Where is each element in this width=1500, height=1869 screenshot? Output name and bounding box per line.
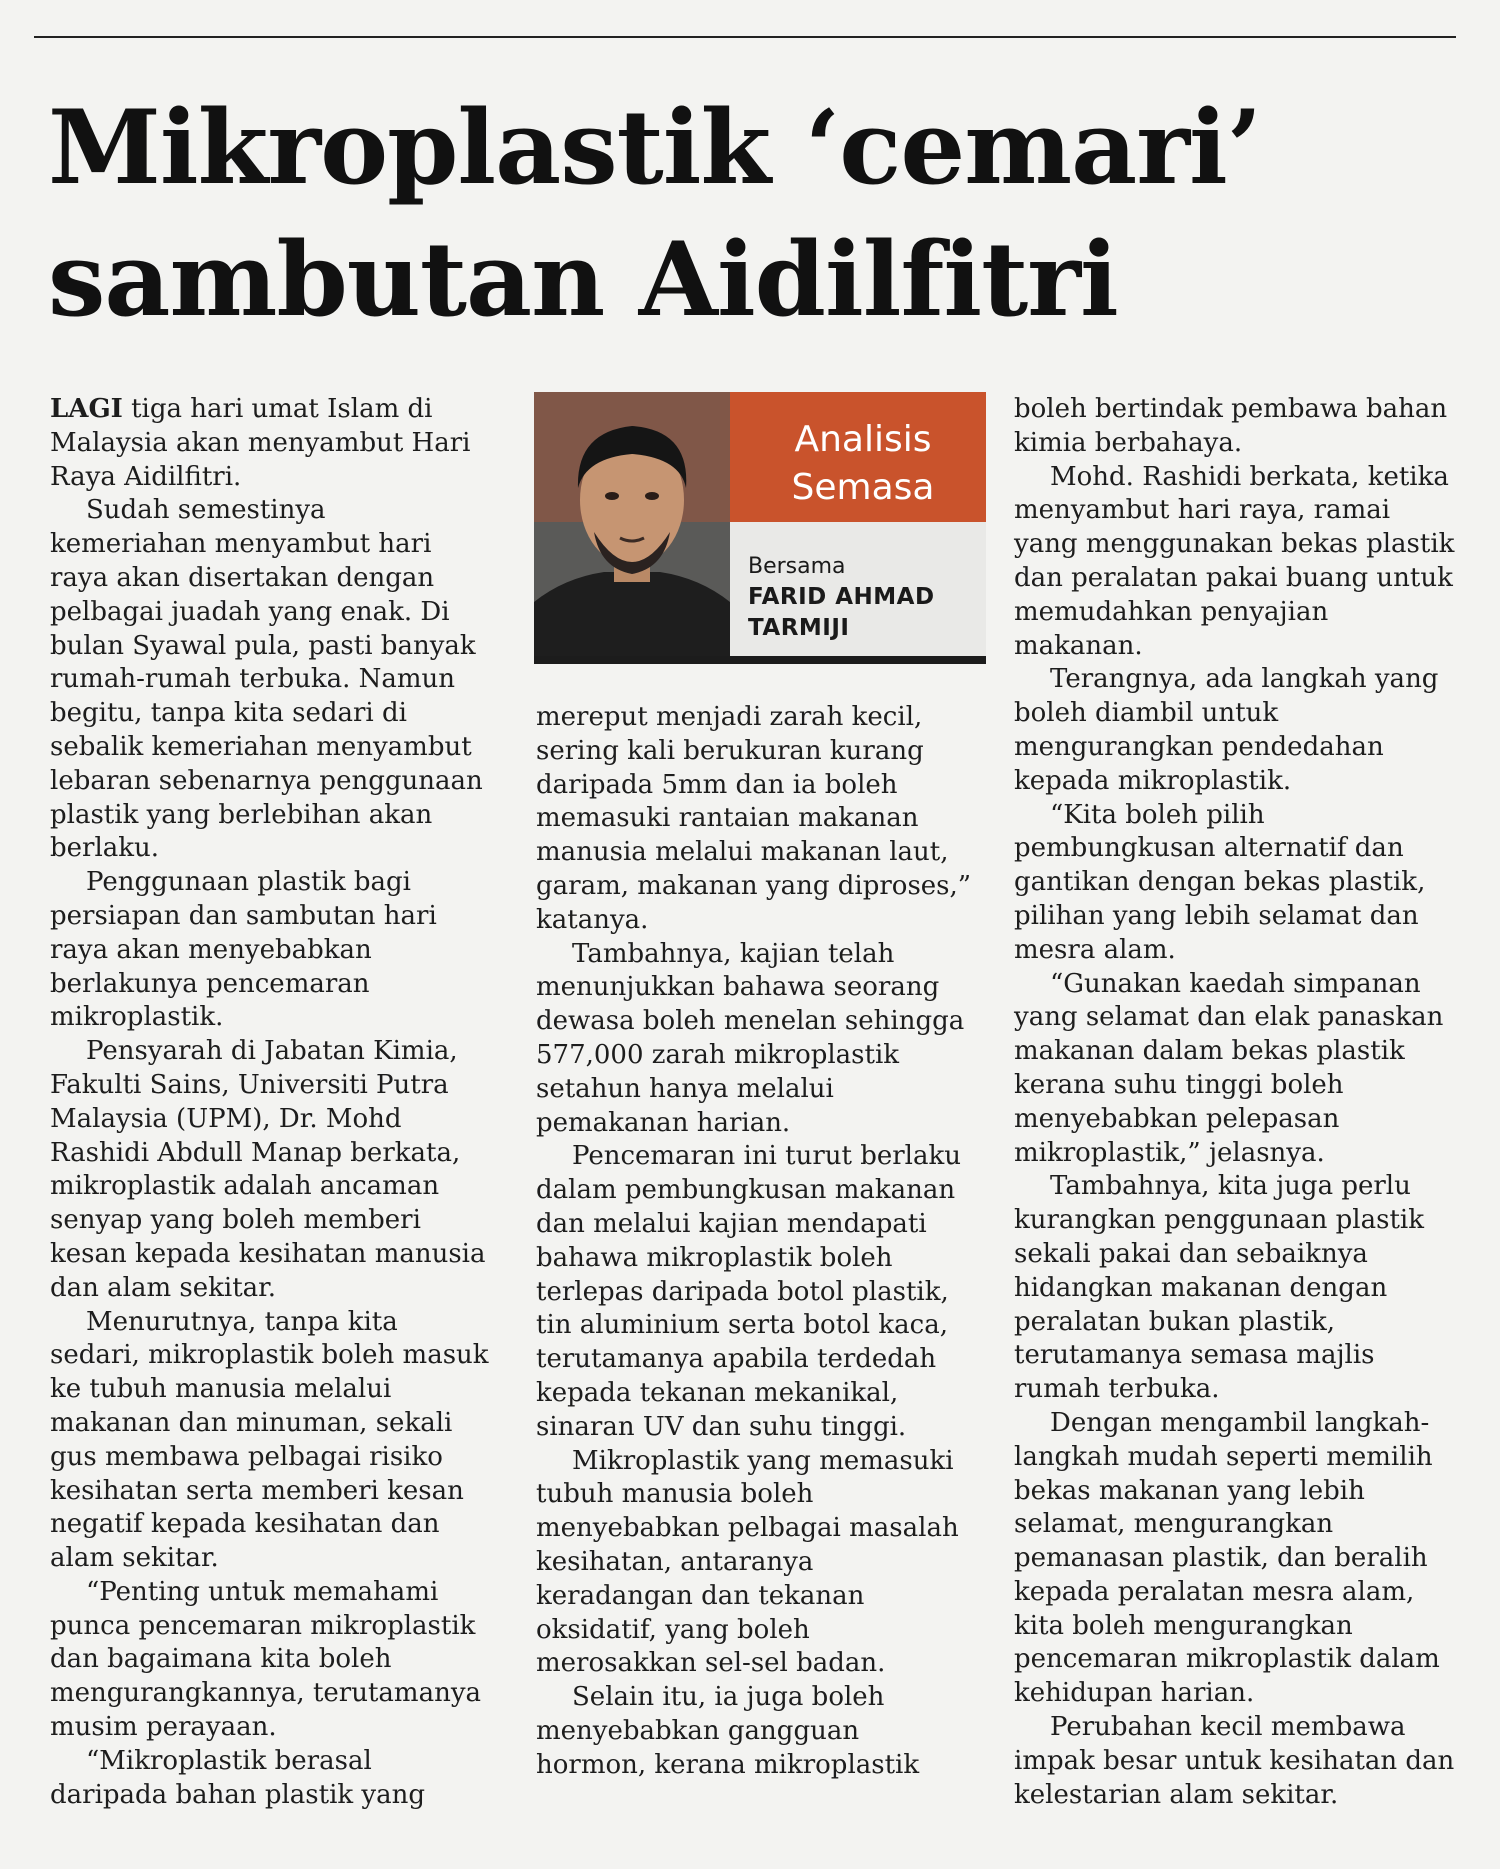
paragraph: “Mikroplastik berasal daripada bahan plastik yang xyxy=(50,1745,426,1810)
byline xyxy=(748,552,984,644)
paragraph: Terangnya, ada langkah yang boleh diambil untuk mengurangkan pendedahan kepada mikroplastik. xyxy=(1014,664,1439,796)
byline-author-line-2: TARMIJI xyxy=(748,615,850,641)
column-title-line-1: Analisis xyxy=(794,419,932,460)
column-title xyxy=(748,416,978,512)
article-column-3 xyxy=(1014,393,1460,1812)
article-column-1 xyxy=(50,393,490,1812)
paragraph: “Kita boleh pilih pembungkusan alternatif dan gantikan dengan bekas plastik, pilihan yang lebih selamat dan mesra alam. xyxy=(1014,799,1426,965)
author-photo xyxy=(534,392,730,656)
paragraph: Dengan mengambil langkah-langkah mudah seperti memilih bekas makanan yang lebih selamat, mengurangkan pemanasan plastik, dan beralih kepada peralatan mesra alam, kita boleh mengurangkan pencemaran mikroplastik dalam kehidupan harian. xyxy=(1014,1407,1440,1709)
lead-word: LAGI xyxy=(50,394,123,424)
paragraph: Penggunaan plastik bagi persiapan dan sambutan hari raya akan menyebabkan berlakunya pencemaran mikroplastik. xyxy=(50,867,437,1033)
paragraph: Perubahan kecil membawa impak besar untuk kesihatan dan kelestarian alam sekitar. xyxy=(1014,1712,1455,1810)
column-title-line-2: Semasa xyxy=(791,467,935,508)
byline-with-label: Bersama xyxy=(748,554,846,579)
top-rule xyxy=(34,36,1456,38)
paragraph: mereput menjadi zarah kecil, sering kali berukuran kurang daripada 5mm dan ia boleh memasuki rantaian makanan manusia melalui makanan laut, garam, makanan yang diproses,” katanya. xyxy=(536,702,972,935)
paragraph: Tambahnya, kajian telah menunjukkan bahawa seorang dewasa boleh menelan sehingga 577,000 zarah mikroplastik setahun hanya melalui pemakanan harian. xyxy=(536,938,965,1138)
headline xyxy=(48,82,1468,346)
column-header-bottom-bar xyxy=(534,656,986,664)
paragraph: boleh bertindak pembawa bahan kimia berbahaya. xyxy=(1014,394,1448,458)
paragraph: “Gunakan kaedah simpanan yang selamat dan elak panaskan makanan dalam bekas plastik kerana suhu tinggi boleh menyebabkan pelepasan mikroplastik,” jelasnya. xyxy=(1014,968,1444,1168)
paragraph: Tambahnya, kita juga perlu kurangkan penggunaan plastik sekali pakai dan sebaiknya hidangkan makanan dengan peralatan bukan plastik, terutamanya semasa majlis rumah terbuka. xyxy=(1014,1171,1424,1405)
article-column-2 xyxy=(536,701,976,1783)
paragraph: Sudah semestinya kemeriahan menyambut hari raya akan disertakan dengan pelbagai juadah yang enak. Di bulan Syawal pula, pasti banyak rumah-rumah terbuka. Namun begitu, tanpa kita sedari di sebalik kemeriahan menyambut lebaran sebenarnya penggunaan plastik yang berlebihan akan berlaku. xyxy=(50,495,483,864)
paragraph: Pencemaran ini turut berlaku dalam pembungkusan makanan dan melalui kajian mendapati bahawa mikroplastik boleh terlepas daripada botol plastik, tin aluminium serta botol kaca, terutamanya apabila terdedah kepada tekanan mekanikal, sinaran UV dan suhu tinggi. xyxy=(536,1141,961,1442)
paragraph: Selain itu, ia juga boleh menyebabkan gangguan hormon, kerana mikroplastik xyxy=(536,1682,920,1780)
paragraph: Menurutnya, tanpa kita sedari, mikroplastik boleh masuk ke tubuh manusia melalui makanan dan minuman, sekali gus membawa pelbagai risiko kesihatan serta memberi kesan negatif kepada kesihatan dan alam sekitar. xyxy=(50,1306,489,1574)
headline-line-2: sambutan Aidilfitri xyxy=(48,220,1118,340)
byline-author-line-1: FARID AHMAD xyxy=(748,584,935,610)
paragraph xyxy=(50,393,490,494)
paragraph: Mohd. Rashidi berkata, ketika menyambut hari raya, ramai yang menggunakan bekas plastik dan peralatan pakai buang untuk memudahkan penyajian makanan. xyxy=(1014,461,1455,661)
headline-line-1: Mikroplastik ‘cemari’ xyxy=(48,88,1262,208)
paragraph: Pensyarah di Jabatan Kimia, Fakulti Sains, Universiti Putra Malaysia (UPM), Dr. Mohd Rashidi Abdull Manap berkata, mikroplastik adalah ancaman senyap yang boleh memberi kesan kepada kesihatan manusia dan alam sekitar. xyxy=(50,1036,486,1303)
paragraph: Mikroplastik yang memasuki tubuh manusia boleh menyebabkan pelbagai masalah kesihatan, antaranya keradangan dan tekanan oksidatif, yang boleh merosakkan sel-sel badan. xyxy=(536,1445,959,1679)
paragraph-text: tiga hari umat Islam di Malaysia akan menyambut Hari Raya Aidilfitri. xyxy=(50,394,471,492)
author-portrait-image xyxy=(534,392,730,656)
paragraph: “Penting untuk memahami punca pencemaran mikroplastik dan bagaimana kita boleh mengurangkannya, terutamanya musim perayaan. xyxy=(50,1576,482,1743)
column-header-box xyxy=(534,392,986,664)
